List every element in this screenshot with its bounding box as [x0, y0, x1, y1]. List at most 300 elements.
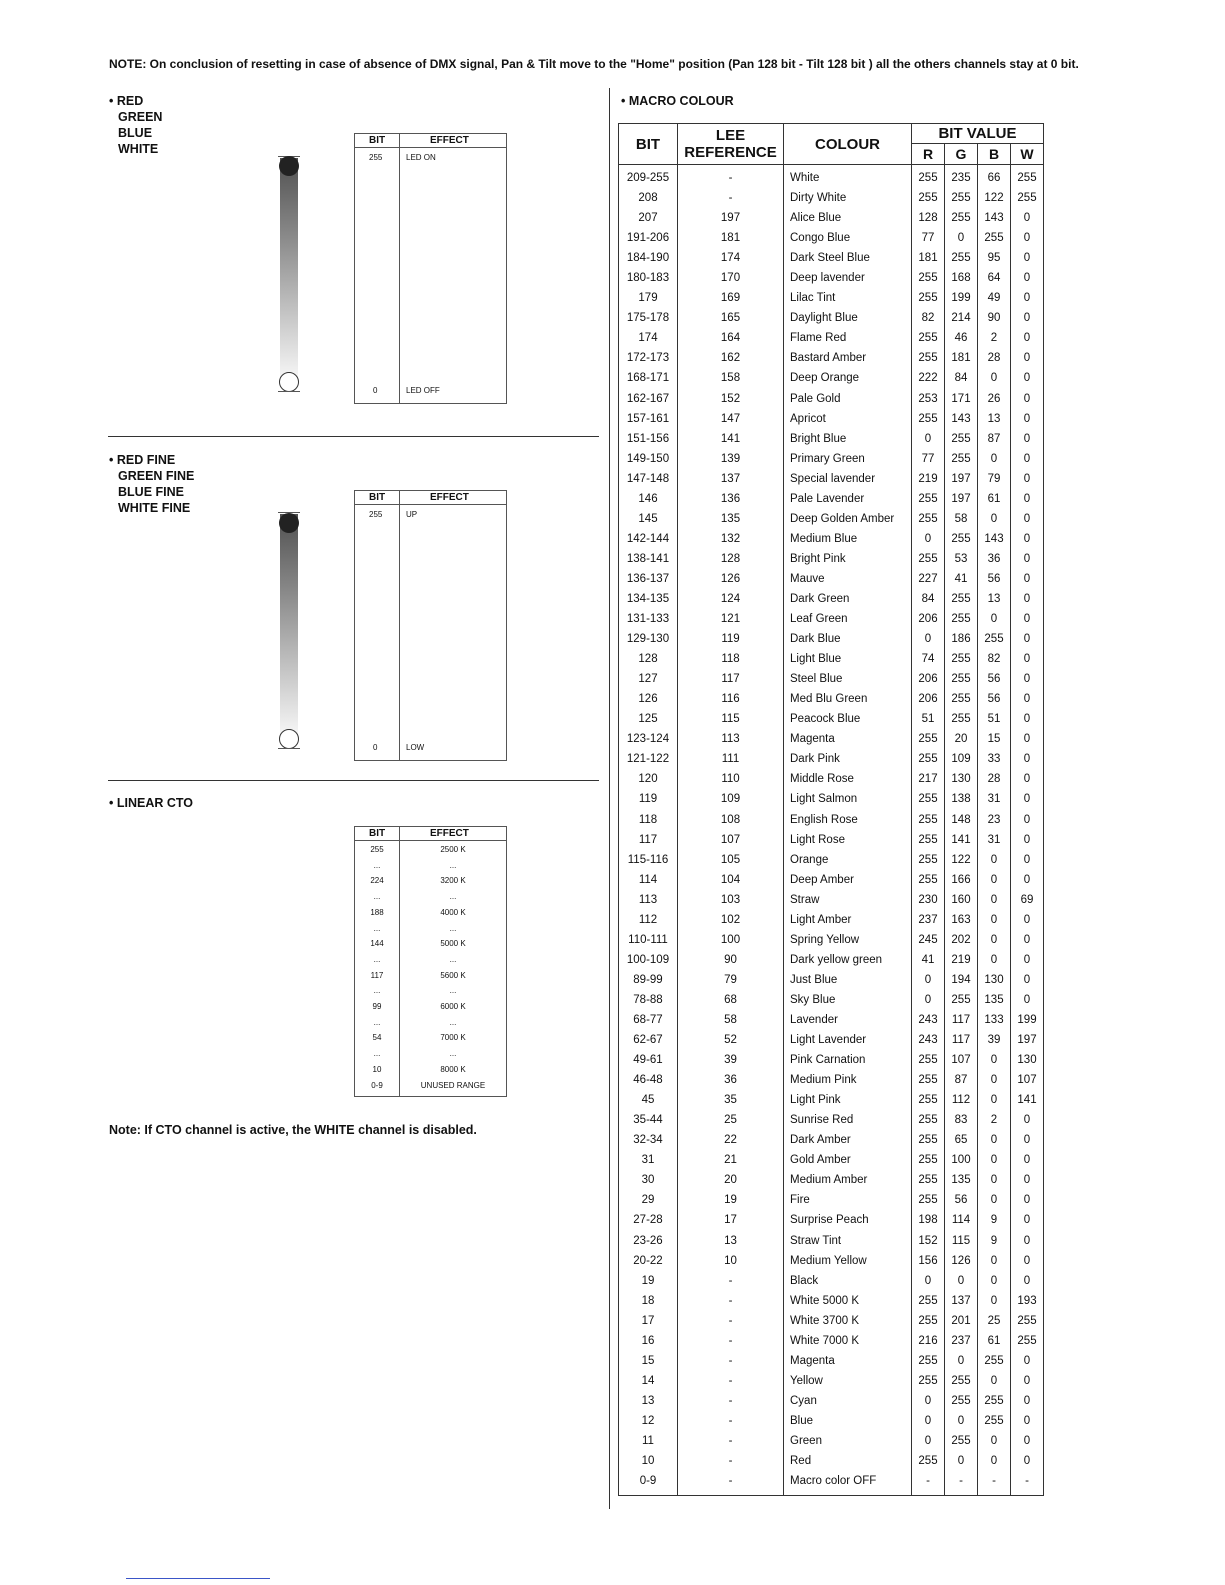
- table-row: [619, 1230, 1044, 1250]
- bit-cell: 179: [619, 288, 678, 308]
- colour-name-cell: Sunrise Red: [784, 1110, 912, 1130]
- table-row: [619, 228, 1044, 248]
- colour-name-cell: Dark yellow green: [784, 950, 912, 970]
- w-cell: 0: [1011, 1210, 1044, 1230]
- table-row: [619, 489, 1044, 509]
- bit-cell: 147-148: [619, 469, 678, 489]
- b-cell: 0: [978, 1451, 1011, 1471]
- w-cell: 197: [1011, 1030, 1044, 1050]
- bit-cell: 126: [619, 689, 678, 709]
- cto-effect-value: ...: [449, 1049, 457, 1059]
- b-cell: 130: [978, 970, 1011, 990]
- b-cell: 9: [978, 1210, 1011, 1230]
- bit-cell: 128: [619, 649, 678, 669]
- bit-cell: 49-61: [619, 1050, 678, 1070]
- g-cell: 255: [945, 1371, 978, 1391]
- table-row: [619, 1411, 1044, 1431]
- bit-cell: 115-116: [619, 850, 678, 870]
- lee-cell: 36: [678, 1070, 784, 1090]
- r-cell: 255: [912, 729, 945, 749]
- r-cell: 243: [912, 1010, 945, 1030]
- bit-cell: 89-99: [619, 970, 678, 990]
- cto-bit-value: 0-9: [371, 1080, 383, 1090]
- r-cell: 230: [912, 890, 945, 910]
- r-cell: 255: [912, 509, 945, 529]
- bit-cell: 68-77: [619, 1010, 678, 1030]
- w-cell: 0: [1011, 1351, 1044, 1371]
- macro-title: • MACRO COLOUR: [621, 94, 734, 108]
- b-cell: 56: [978, 569, 1011, 589]
- b-cell: 255: [978, 1351, 1011, 1371]
- b-cell: 31: [978, 830, 1011, 850]
- w-cell: 0: [1011, 1230, 1044, 1250]
- g-cell: 100: [945, 1150, 978, 1170]
- lee-cell: 132: [678, 529, 784, 549]
- colour-name-cell: Dark Steel Blue: [784, 248, 912, 268]
- bit-cell: 127: [619, 669, 678, 689]
- table-row: [619, 749, 1044, 769]
- b-cell: 0: [978, 1050, 1011, 1070]
- r-cell: 255: [912, 409, 945, 429]
- table-row: [619, 1251, 1044, 1271]
- bit-value: 0: [373, 743, 378, 752]
- bit-cell: 129-130: [619, 629, 678, 649]
- w-cell: -: [1011, 1471, 1044, 1496]
- w-cell: 0: [1011, 328, 1044, 348]
- colour-name-cell: Light Pink: [784, 1090, 912, 1110]
- bit-cell: 138-141: [619, 549, 678, 569]
- colour-name-cell: Apricot: [784, 409, 912, 429]
- bit-cell: 100-109: [619, 950, 678, 970]
- cto-effect-table: [354, 826, 507, 1097]
- bit-cell: 121-122: [619, 749, 678, 769]
- colour-name-cell: Light Amber: [784, 910, 912, 930]
- table-row: [619, 1351, 1044, 1371]
- lee-cell: 126: [678, 569, 784, 589]
- header-lee: LEE: [715, 127, 746, 144]
- cto-bit-value: 99: [372, 1002, 382, 1011]
- bit-cell: 30: [619, 1170, 678, 1190]
- cto-effect-value: UNUSED RANGE: [420, 1080, 486, 1090]
- g-cell: 202: [945, 930, 978, 950]
- table-row: [619, 1210, 1044, 1230]
- r-cell: 255: [912, 1110, 945, 1130]
- b-cell: 26: [978, 389, 1011, 409]
- table-row: [619, 689, 1044, 709]
- r-cell: 255: [912, 328, 945, 348]
- b-cell: 13: [978, 409, 1011, 429]
- colour-name-cell: Black: [784, 1271, 912, 1291]
- bit-cell: 145: [619, 509, 678, 529]
- colour-name-cell: Light Salmon: [784, 789, 912, 809]
- r-cell: 255: [912, 549, 945, 569]
- lee-cell: 90: [678, 950, 784, 970]
- lee-cell: -: [678, 1431, 784, 1451]
- cto-effect-value: ...: [449, 860, 457, 870]
- lee-cell: 115: [678, 709, 784, 729]
- g-cell: 255: [945, 990, 978, 1010]
- bit-cell: 191-206: [619, 228, 678, 248]
- r-cell: 222: [912, 368, 945, 388]
- colour-name-cell: Deep Amber: [784, 870, 912, 890]
- lee-cell: 10: [678, 1251, 784, 1271]
- w-cell: 199: [1011, 1010, 1044, 1030]
- r-cell: 77: [912, 228, 945, 248]
- r-cell: 253: [912, 389, 945, 409]
- g-cell: 199: [945, 288, 978, 308]
- b-cell: 15: [978, 729, 1011, 749]
- colour-name-cell: Peacock Blue: [784, 709, 912, 729]
- lee-cell: 108: [678, 810, 784, 830]
- colour-name-cell: Light Lavender: [784, 1030, 912, 1050]
- b-cell: -: [978, 1471, 1011, 1496]
- lee-cell: -: [678, 1451, 784, 1471]
- r-cell: 255: [912, 268, 945, 288]
- g-cell: 255: [945, 208, 978, 228]
- bit-cell: 32-34: [619, 1130, 678, 1150]
- w-cell: 0: [1011, 1170, 1044, 1190]
- lee-cell: 118: [678, 649, 784, 669]
- table-row: [619, 1010, 1044, 1030]
- colour-name-cell: Medium Amber: [784, 1170, 912, 1190]
- lee-cell: 139: [678, 449, 784, 469]
- g-cell: 166: [945, 870, 978, 890]
- bit-cell: 209-255: [619, 165, 678, 189]
- cto-effect-value: 8000 K: [440, 1064, 466, 1074]
- b-cell: 133: [978, 1010, 1011, 1030]
- table-row: [619, 348, 1044, 368]
- b-cell: 0: [978, 1371, 1011, 1391]
- fine-title-line: • RED FINE: [109, 453, 176, 467]
- g-cell: 168: [945, 268, 978, 288]
- w-cell: 255: [1011, 1331, 1044, 1351]
- table-row: [619, 1271, 1044, 1291]
- colour-name-cell: Dark Blue: [784, 629, 912, 649]
- table-row: [619, 1371, 1044, 1391]
- bit-cell: 131-133: [619, 609, 678, 629]
- table-row: [619, 1050, 1044, 1070]
- colour-name-cell: Daylight Blue: [784, 308, 912, 328]
- g-cell: 255: [945, 529, 978, 549]
- g-cell: 56: [945, 1190, 978, 1210]
- lee-cell: -: [678, 1351, 784, 1371]
- lee-cell: 147: [678, 409, 784, 429]
- effect-value: UP: [406, 510, 418, 519]
- b-cell: 9: [978, 1230, 1011, 1250]
- colour-name-cell: Dark Amber: [784, 1130, 912, 1150]
- g-cell: 186: [945, 629, 978, 649]
- rgbw-title-line: BLUE: [118, 126, 153, 140]
- b-cell: 25: [978, 1311, 1011, 1331]
- header-bit: BIT: [619, 124, 678, 165]
- table-row: [619, 429, 1044, 449]
- header-lee-reference: [678, 124, 784, 165]
- g-cell: 237: [945, 1331, 978, 1351]
- w-cell: 0: [1011, 830, 1044, 850]
- lee-cell: 117: [678, 669, 784, 689]
- g-cell: 255: [945, 669, 978, 689]
- cto-effect-value: ...: [449, 954, 457, 964]
- lee-cell: 158: [678, 368, 784, 388]
- lee-cell: 174: [678, 248, 784, 268]
- g-cell: 138: [945, 789, 978, 809]
- g-cell: 197: [945, 489, 978, 509]
- g-cell: 219: [945, 950, 978, 970]
- bit-cell: 172-173: [619, 348, 678, 368]
- lee-cell: 165: [678, 308, 784, 328]
- bit-cell: 18: [619, 1291, 678, 1311]
- w-cell: 0: [1011, 1271, 1044, 1291]
- r-cell: 217: [912, 769, 945, 789]
- w-cell: 255: [1011, 188, 1044, 208]
- bit-cell: 120: [619, 769, 678, 789]
- colour-name-cell: Medium Yellow: [784, 1251, 912, 1271]
- colour-name-cell: Red: [784, 1451, 912, 1471]
- table-row: [619, 1291, 1044, 1311]
- rgbw-title-line: • RED: [109, 94, 144, 108]
- colour-name-cell: White 3700 K: [784, 1311, 912, 1331]
- g-cell: 0: [945, 1411, 978, 1431]
- bit-cell: 13: [619, 1391, 678, 1411]
- g-cell: 84: [945, 368, 978, 388]
- header-colour: COLOUR: [784, 124, 912, 165]
- b-cell: 0: [978, 1190, 1011, 1210]
- r-cell: 128: [912, 208, 945, 228]
- colour-name-cell: Congo Blue: [784, 228, 912, 248]
- b-cell: 2: [978, 1110, 1011, 1130]
- fine-title: [109, 452, 194, 516]
- cto-effect-value: ...: [449, 923, 457, 933]
- w-cell: 0: [1011, 1251, 1044, 1271]
- b-cell: 135: [978, 990, 1011, 1010]
- r-cell: 0: [912, 629, 945, 649]
- g-cell: 163: [945, 910, 978, 930]
- g-cell: 109: [945, 749, 978, 769]
- w-cell: 0: [1011, 208, 1044, 228]
- lee-cell: 19: [678, 1190, 784, 1210]
- w-cell: 0: [1011, 1371, 1044, 1391]
- bit-cell: 110-111: [619, 930, 678, 950]
- table-header: [355, 491, 506, 505]
- w-cell: 0: [1011, 469, 1044, 489]
- b-cell: 0: [978, 890, 1011, 910]
- bit-cell: 12: [619, 1411, 678, 1431]
- effect-value: LED ON: [406, 153, 436, 162]
- table-row: [619, 1431, 1044, 1451]
- g-cell: 126: [945, 1251, 978, 1271]
- colour-name-cell: Medium Blue: [784, 529, 912, 549]
- g-cell: 235: [945, 165, 978, 189]
- g-cell: 122: [945, 850, 978, 870]
- colour-name-cell: Special lavender: [784, 469, 912, 489]
- top-note: NOTE: On conclusion of resetting in case of absence of DMX signal, Pan & Tilt move to the "Home" position (Pan 128 bit - Tilt 128 bit ) all the others channels stay at 0 bit.: [109, 57, 1079, 71]
- b-cell: 0: [978, 449, 1011, 469]
- table-row: [619, 1030, 1044, 1050]
- r-cell: 237: [912, 910, 945, 930]
- lee-cell: 22: [678, 1130, 784, 1150]
- g-cell: 46: [945, 328, 978, 348]
- w-cell: 0: [1011, 729, 1044, 749]
- header-effect: EFFECT: [430, 135, 469, 146]
- r-cell: 0: [912, 1271, 945, 1291]
- g-cell: 255: [945, 1431, 978, 1451]
- b-cell: 0: [978, 930, 1011, 950]
- lee-cell: 39: [678, 1050, 784, 1070]
- w-cell: 0: [1011, 1451, 1044, 1471]
- r-cell: 245: [912, 930, 945, 950]
- lee-cell: 103: [678, 890, 784, 910]
- bit-cell: 78-88: [619, 990, 678, 1010]
- colour-name-cell: Pale Gold: [784, 389, 912, 409]
- bit-cell: 19: [619, 1271, 678, 1291]
- colour-name-cell: Just Blue: [784, 970, 912, 990]
- r-cell: 255: [912, 1311, 945, 1331]
- g-cell: 255: [945, 689, 978, 709]
- w-cell: 0: [1011, 789, 1044, 809]
- bit-cell: 207: [619, 208, 678, 228]
- table-row: [619, 930, 1044, 950]
- cto-bit-value: 54: [372, 1033, 382, 1043]
- b-cell: 143: [978, 529, 1011, 549]
- b-cell: 82: [978, 649, 1011, 669]
- r-cell: 41: [912, 950, 945, 970]
- g-cell: 137: [945, 1291, 978, 1311]
- b-cell: 51: [978, 709, 1011, 729]
- bit-cell: 46-48: [619, 1070, 678, 1090]
- bit-value: 0: [373, 386, 378, 395]
- table-row: [619, 629, 1044, 649]
- header-w: W: [1011, 144, 1044, 165]
- colour-name-cell: Sky Blue: [784, 990, 912, 1010]
- w-cell: 0: [1011, 910, 1044, 930]
- colour-name-cell: Mauve: [784, 569, 912, 589]
- b-cell: 36: [978, 549, 1011, 569]
- cto-effect-value: ...: [449, 1017, 457, 1027]
- table-row: [619, 165, 1044, 189]
- colour-name-cell: Surprise Peach: [784, 1210, 912, 1230]
- g-cell: 255: [945, 609, 978, 629]
- header-b: B: [978, 144, 1011, 165]
- cto-title: • LINEAR CTO: [109, 796, 194, 810]
- bit-cell: 162-167: [619, 389, 678, 409]
- fine-effect-table: [354, 490, 507, 761]
- r-cell: 255: [912, 830, 945, 850]
- r-cell: 51: [912, 709, 945, 729]
- r-cell: 243: [912, 1030, 945, 1050]
- g-cell: 65: [945, 1130, 978, 1150]
- w-cell: 0: [1011, 970, 1044, 990]
- r-cell: 0: [912, 1411, 945, 1431]
- colour-name-cell: Leaf Green: [784, 609, 912, 629]
- table-row: [619, 850, 1044, 870]
- slider-track: [280, 158, 298, 384]
- g-cell: 135: [945, 1170, 978, 1190]
- g-cell: 255: [945, 429, 978, 449]
- cto-bit-value: 10: [372, 1064, 382, 1074]
- w-cell: 0: [1011, 1411, 1044, 1431]
- cto-bit-value: 117: [370, 970, 384, 980]
- colour-name-cell: Yellow: [784, 1371, 912, 1391]
- lee-cell: 107: [678, 830, 784, 850]
- r-cell: 255: [912, 1170, 945, 1190]
- b-cell: 0: [978, 368, 1011, 388]
- colour-name-cell: Orange: [784, 850, 912, 870]
- r-cell: 0: [912, 529, 945, 549]
- colour-name-cell: Flame Red: [784, 328, 912, 348]
- b-cell: 28: [978, 348, 1011, 368]
- r-cell: 255: [912, 348, 945, 368]
- b-cell: 0: [978, 870, 1011, 890]
- bit-cell: 174: [619, 328, 678, 348]
- colour-name-cell: Spring Yellow: [784, 930, 912, 950]
- g-cell: 112: [945, 1090, 978, 1110]
- r-cell: 255: [912, 1190, 945, 1210]
- w-cell: 0: [1011, 389, 1044, 409]
- cto-effect-value: 4000 K: [440, 907, 466, 917]
- r-cell: 255: [912, 850, 945, 870]
- g-cell: 181: [945, 348, 978, 368]
- table-row: [619, 248, 1044, 268]
- b-cell: 66: [978, 165, 1011, 189]
- table-row: [619, 1170, 1044, 1190]
- b-cell: 0: [978, 1271, 1011, 1291]
- fine-title-line: GREEN FINE: [118, 469, 195, 483]
- footer-link-line: [126, 1578, 270, 1579]
- g-cell: 0: [945, 1271, 978, 1291]
- cto-bit-value: ...: [373, 892, 381, 902]
- b-cell: 31: [978, 789, 1011, 809]
- lee-cell: -: [678, 1391, 784, 1411]
- lee-cell: 52: [678, 1030, 784, 1050]
- lee-cell: 35: [678, 1090, 784, 1110]
- slider-tick: [278, 748, 300, 749]
- r-cell: 206: [912, 609, 945, 629]
- w-cell: 0: [1011, 228, 1044, 248]
- w-cell: 0: [1011, 609, 1044, 629]
- lee-cell: 152: [678, 389, 784, 409]
- table-row: [619, 910, 1044, 930]
- r-cell: 255: [912, 1371, 945, 1391]
- table-row: [619, 769, 1044, 789]
- b-cell: 0: [978, 1251, 1011, 1271]
- b-cell: 255: [978, 228, 1011, 248]
- lee-cell: 181: [678, 228, 784, 248]
- cto-note: Note: If CTO channel is active, the WHITE channel is disabled.: [109, 1123, 477, 1137]
- bit-cell: 151-156: [619, 429, 678, 449]
- colour-name-cell: Alice Blue: [784, 208, 912, 228]
- colour-name-cell: Macro color OFF: [784, 1471, 912, 1496]
- w-cell: 0: [1011, 569, 1044, 589]
- bit-cell: 119: [619, 789, 678, 809]
- colour-name-cell: Steel Blue: [784, 669, 912, 689]
- r-cell: 152: [912, 1230, 945, 1250]
- bit-cell: 175-178: [619, 308, 678, 328]
- rgbw-effect-table: [354, 133, 507, 404]
- lee-cell: 21: [678, 1150, 784, 1170]
- b-cell: 56: [978, 669, 1011, 689]
- table-row: [619, 469, 1044, 489]
- table-row: [619, 1150, 1044, 1170]
- colour-name-cell: Dark Pink: [784, 749, 912, 769]
- table-row: [619, 1391, 1044, 1411]
- r-cell: 219: [912, 469, 945, 489]
- w-cell: 130: [1011, 1050, 1044, 1070]
- bit-cell: 157-161: [619, 409, 678, 429]
- b-cell: 0: [978, 1130, 1011, 1150]
- w-cell: 0: [1011, 248, 1044, 268]
- bit-column: [355, 491, 400, 760]
- r-cell: 255: [912, 1050, 945, 1070]
